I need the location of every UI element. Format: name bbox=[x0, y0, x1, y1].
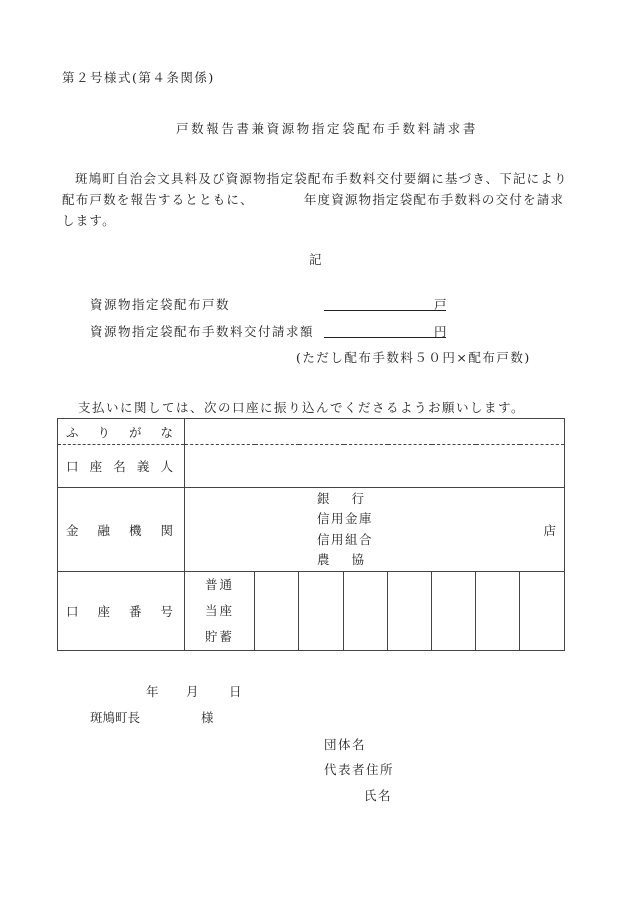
applicant-address: 代表者住所 bbox=[324, 762, 395, 777]
furigana-input[interactable] bbox=[185, 419, 565, 445]
bank-char: 機 bbox=[128, 522, 142, 538]
bank-account-table bbox=[57, 418, 565, 651]
field-households-label: 資源物指定袋配布戸数 bbox=[90, 297, 231, 312]
bank-char: 融 bbox=[97, 522, 110, 538]
furigana-label-cell bbox=[58, 419, 185, 445]
addressee-honorific: 様 bbox=[201, 710, 214, 725]
holder-char: 人 bbox=[160, 459, 173, 474]
holder-char: 義 bbox=[136, 459, 150, 474]
addressee-name: 斑鳩町長 bbox=[90, 710, 141, 725]
account-char: 号 bbox=[160, 604, 173, 619]
intro-paragraph bbox=[62, 168, 572, 231]
furigana-char: り bbox=[97, 424, 110, 440]
fee-note: (ただし配布手数料５０円×配布戸数) bbox=[296, 350, 531, 365]
account-label-cell bbox=[58, 572, 185, 651]
bank-type-nokyo: 農協 bbox=[317, 552, 387, 567]
date-day: 日 bbox=[229, 684, 242, 699]
account-type-toza[interactable]: 当座 bbox=[204, 603, 234, 618]
account-char: 座 bbox=[97, 604, 110, 619]
payment-intro: 支払いに関しては、次の口座に振り込んでくださるようお願いします。 bbox=[78, 400, 526, 415]
account-type-futsu[interactable]: 普通 bbox=[204, 577, 234, 592]
field-amount-unit: 円 bbox=[434, 324, 447, 339]
account-type-chochiku[interactable]: 貯蓄 bbox=[204, 629, 234, 644]
account-digit-1[interactable] bbox=[255, 572, 299, 651]
holder-label-cell bbox=[58, 445, 185, 488]
account-digit-2[interactable] bbox=[299, 572, 344, 651]
ki-heading: 記 bbox=[309, 252, 322, 267]
applicant-org: 団体名 bbox=[324, 737, 367, 752]
furigana-char: が bbox=[128, 424, 142, 440]
account-type-cell[interactable] bbox=[185, 572, 255, 651]
holder-char: 口 bbox=[66, 459, 79, 474]
form-number: 第２号様式(第４条関係) bbox=[62, 70, 215, 85]
account-digit-5[interactable] bbox=[432, 572, 476, 651]
holder-char: 名 bbox=[113, 459, 126, 474]
bank-type-shinkin: 信用金庫 bbox=[317, 511, 374, 526]
bank-char: 関 bbox=[160, 522, 173, 538]
date-year: 年 bbox=[146, 684, 159, 699]
account-digit-3[interactable] bbox=[344, 572, 388, 651]
furigana-char: な bbox=[160, 424, 173, 440]
intro-part1: 斑鳩町自治会文具料及び資源物指定袋配布手数料交付要綱に基づき、下記により配布戸数を報告するとともに、 bbox=[62, 171, 568, 207]
account-digit-6[interactable] bbox=[476, 572, 520, 651]
account-digit-4[interactable] bbox=[388, 572, 432, 651]
applicant-name: 氏名 bbox=[364, 788, 393, 803]
field-amount-input[interactable] bbox=[324, 337, 446, 338]
bank-type-bank: 銀行 bbox=[317, 490, 387, 506]
holder-input[interactable] bbox=[185, 445, 565, 488]
bank-input[interactable] bbox=[185, 488, 565, 572]
field-households-input[interactable] bbox=[324, 310, 446, 311]
field-amount-label: 資源物指定袋配布手数料交付請求額 bbox=[90, 324, 315, 339]
furigana-char: ふ bbox=[66, 424, 79, 440]
bank-type-kumiai: 信用組合 bbox=[317, 531, 374, 547]
document-title: 戸数報告書兼資源物指定袋配布手数料請求書 bbox=[176, 121, 479, 136]
account-char: 口 bbox=[66, 604, 79, 619]
account-char: 番 bbox=[128, 604, 142, 619]
date-month: 月 bbox=[186, 684, 199, 699]
intro-part2: 年度資源物指定袋配布手数料の交付を請求します。 bbox=[62, 192, 565, 228]
field-households-unit: 戸 bbox=[434, 297, 447, 312]
bank-char: 金 bbox=[66, 522, 79, 538]
account-digit-7[interactable] bbox=[520, 572, 565, 651]
holder-char: 座 bbox=[89, 459, 103, 474]
bank-label-cell bbox=[58, 488, 185, 572]
shop-suffix: 店 bbox=[543, 522, 556, 538]
